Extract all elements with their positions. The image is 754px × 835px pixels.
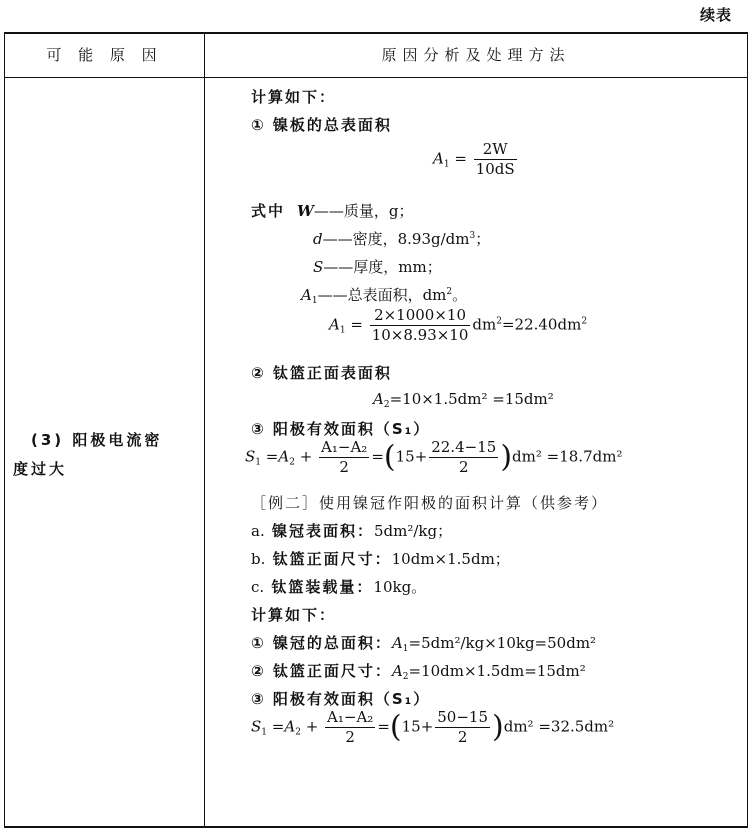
troubleshooting-table [4,32,748,828]
var-S: S——厚度，mm； [313,258,442,276]
calc-intro-2: 计算如下： [251,606,337,624]
ex2-calc-S1: $S_1 =A_2$ + $\frac{\text{A₁−A₂}}{2}$ =(15+ $\frac{50-15}{2}$ )dm² =32.5dm² [251,708,615,746]
calc-A2: $A_2=10\times 1.5dm^2 =15dm^2$ [373,390,554,410]
continued-table-label: 续表 [699,6,732,24]
cause-cell [13,426,199,484]
ex2-step2: ② 钛篮正面尺寸：$A_2=10dm\times 1.5dm=15dm^2$ [251,662,586,682]
item-b: b. 钛篮正面尺寸：10dm×1.5dm； [251,550,510,568]
calc-intro-1: 计算如下： [251,88,337,106]
cause-line-2: 度过大 [13,460,68,478]
item-a: a. 镍冠表面积：5dm²/kg； [251,522,453,540]
var-A1: $A_1——$总表面积，$dm^2$。 [301,286,468,306]
var-W: W——质量，g； [297,202,414,220]
step2-title: ② 钛篮正面表面积 [251,364,392,382]
step1-title: ① 镍板的总表面积 [251,116,392,134]
calc-A1: $A_1$ = $\frac{2\times 1000\times 10}{10\times 8.93\times 10}$ $dm^2=22.40dm^2$ [329,306,588,344]
ex2-step3-title: ③ 阳极有效面积（S₁） [251,690,431,708]
header-analysis-method: 原因分析及处理方法 [381,46,571,64]
where-label: 式中 [251,202,286,220]
ex2-step1: ① 镍冠的总面积：$A_1=5dm^2/kg\times 10kg=50dm^2$ [251,634,597,654]
cause-line-1: (3) 阳极电流密 [31,431,163,449]
example2-title: ［例二］使用镍冠作阳极的面积计算（供参考） [251,494,609,512]
item-c: c. 钛篮装载量：10kg。 [251,578,427,596]
calc-S1: $S_1 =A_2$ + $\frac{\text{A₁−A₂}}{2}$ =(15+ $\frac{22.4-15}{2}$ )dm² =18.7dm² [245,438,623,476]
formula-A1: $A_1$ = $\frac{2W}{10dS}$ [433,140,515,178]
column-divider [204,34,205,826]
table-header-row [5,34,747,78]
step3-title: ③ 阳极有效面积（S₁） [251,420,431,438]
var-d: d——密度，$8.93g/dm^3$； [313,230,491,248]
header-possible-cause: 可 能 原 因 [46,46,163,64]
